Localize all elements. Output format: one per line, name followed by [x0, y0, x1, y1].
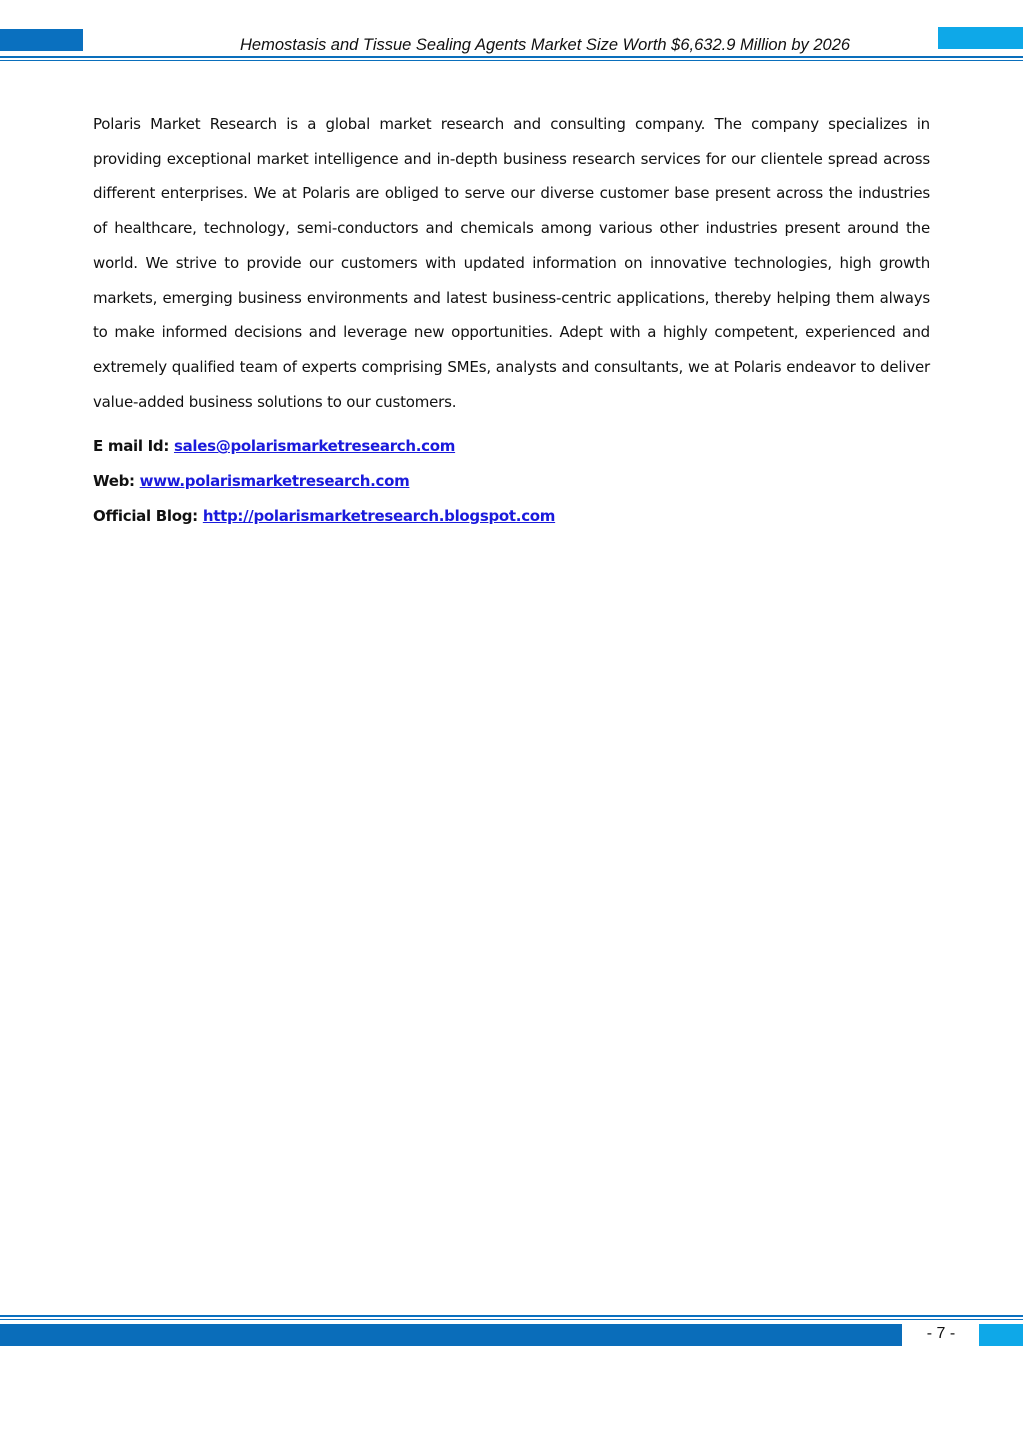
blog-label: Official Blog:: [93, 506, 198, 525]
email-label: E mail Id:: [93, 437, 170, 456]
web-link[interactable]: www.polarismarketresearch.com: [139, 472, 410, 491]
blog-line: [93, 499, 930, 534]
web-label: Web:: [93, 472, 135, 491]
page-content: [93, 107, 930, 533]
footer-rule-thin: [0, 1319, 1023, 1320]
about-paragraph: Polaris Market Research is a global market research and consulting company. The company specializes in providing exceptional market intelligence and in-depth business research services for our clientele spread across different enterprises. We at Polaris are obliged to serve our diverse customer base present across the industries of healthcare, technology, semi-conductors and chemicals among various other industries present around the world. We strive to provide our customers with updated information on innovative technologies, high growth markets, emerging business environments and latest business-centric applications, thereby helping them always to make informed decisions and leverage new opportunities. Adept with a highly competent, experienced and extremely qualified team of experts comprising SMEs, analysts and consultants, we at Polaris endeavor to deliver value-added business solutions to our customers.: [93, 115, 930, 411]
page-header-title: Hemostasis and Tissue Sealing Agents Market Size Worth $6,632.9 Million by 2026: [240, 36, 851, 54]
footer-accent-bar: [0, 1324, 902, 1346]
header-accent-bar-left: [0, 29, 83, 51]
footer-accent-bar-right: [979, 1324, 1023, 1346]
header-accent-bar-right: [938, 27, 1023, 49]
page-number: - 7 -: [926, 1325, 956, 1342]
header-rule-thin: [0, 60, 1023, 61]
blog-link[interactable]: http://polarismarketresearch.blogspot.com: [202, 506, 556, 525]
email-link[interactable]: sales@polarismarketresearch.com: [173, 437, 456, 456]
web-line: [93, 464, 930, 499]
contact-block: [93, 429, 930, 533]
header-rule: [0, 56, 1023, 58]
email-line: [93, 429, 930, 464]
footer-rule: [0, 1315, 1023, 1317]
